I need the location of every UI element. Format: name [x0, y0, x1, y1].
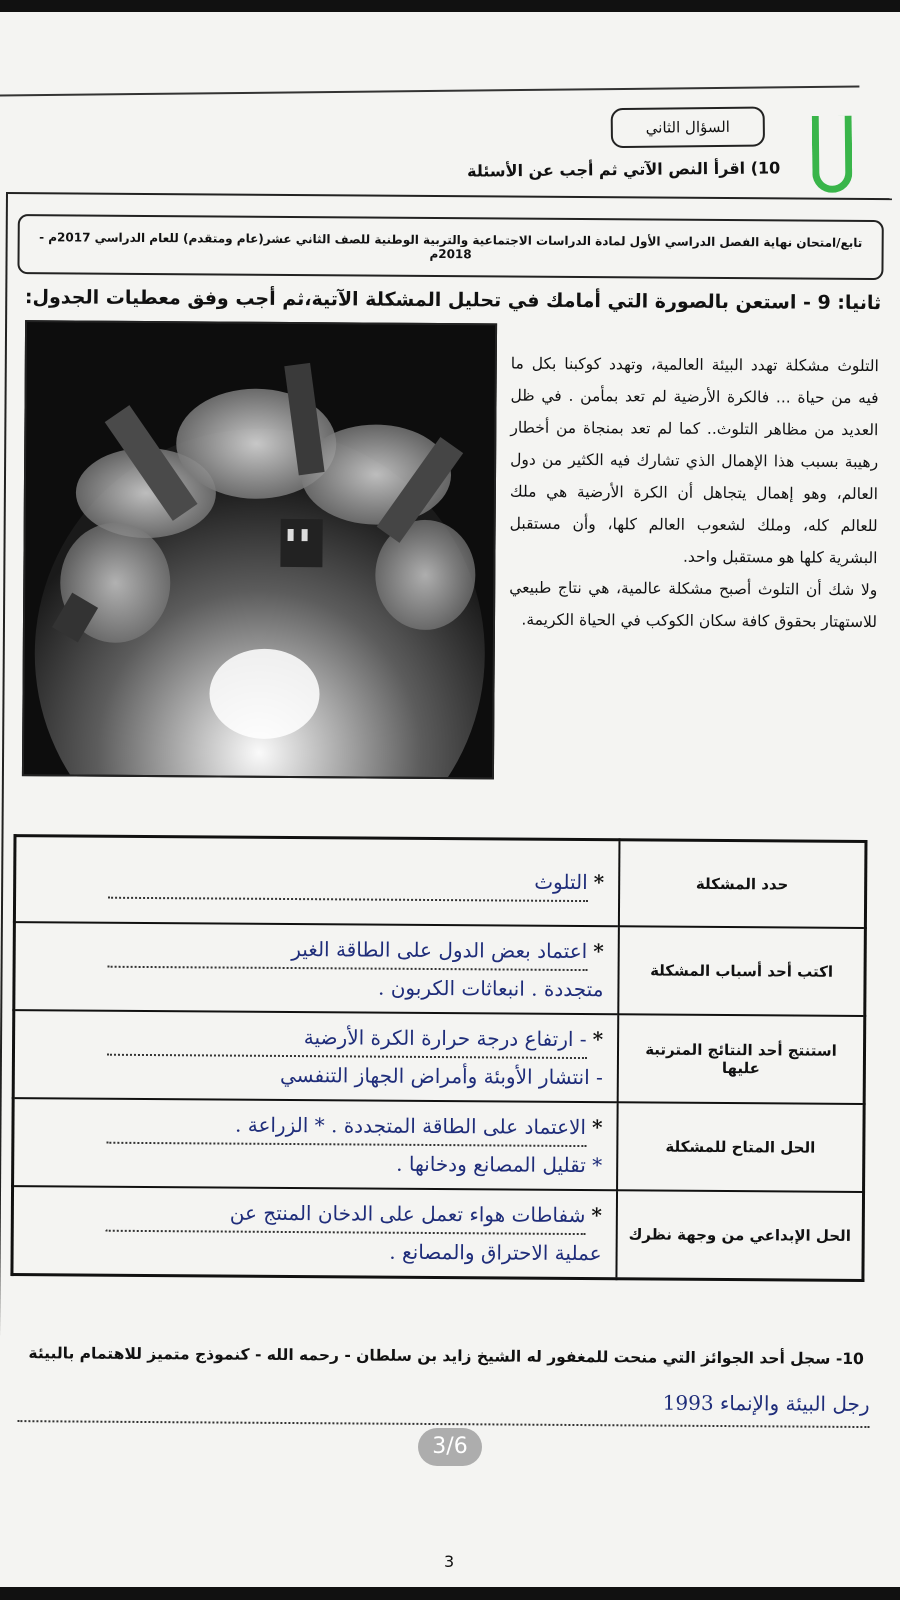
question-two-box: السؤال الثاني: [611, 106, 765, 148]
answer-cell[interactable]: *الاعتماد على الطاقة المتجددة . * الزراعة . * تقليل المصانع ودخانها .: [13, 1098, 618, 1190]
pollution-photo: [22, 320, 497, 779]
question-10-answer-field[interactable]: [17, 1386, 869, 1428]
answer-line: * تقليل المصانع ودخانها .: [396, 1151, 603, 1177]
row-label: استنتج أحد النتائج المترتبة عليها: [618, 1014, 865, 1104]
page-number: 3: [444, 1552, 455, 1571]
main-sheet: [0, 192, 892, 1580]
earth-pollution-image: [24, 322, 495, 777]
exam-page: [0, 12, 900, 1587]
answer-line: شفاطات هواء تعمل على الدخان المنتج عن: [105, 1193, 585, 1234]
pollution-paragraph: [509, 348, 879, 639]
answer-cell[interactable]: *التلوث: [14, 836, 619, 926]
table-row: [13, 1010, 865, 1104]
question-10-answer: رجل البيئة والإنماء 1993: [662, 1390, 870, 1417]
answer-cell[interactable]: *اعتماد بعض الدول على الطاقة الغير متجددة . انبعاثات الكربون .: [14, 922, 619, 1014]
answer-line: - انتشار الأوبئة وأمراض الجهاز التنفسي: [279, 1062, 603, 1089]
answer-line: متجددة . انبعاثات الكربون .: [377, 975, 604, 1001]
page-indicator-badge: 3/6: [418, 1428, 482, 1466]
answer-line: عملية الاحتراق والمصانع .: [389, 1239, 602, 1265]
exam-title: تابع/امتحان نهاية الفصل الدراسي الأول لمادة الدراسات الاجتماعية والتربية الوطنية للصف الثاني عشر(عام ومتقدم) للعام الدراسي 2017م - 2018م: [39, 230, 863, 262]
table-row: [14, 922, 866, 1016]
row-label: الحل المتاح للمشكلة: [617, 1102, 864, 1192]
table-row: [12, 1186, 864, 1280]
previous-question-10: 10) اقرأ النص الآتي ثم أجب عن الأسئلة: [467, 158, 781, 181]
paragraph-two: ولا شك أن التلوث أصبح مشكلة عالمية، هي نتاج طبيعي للاستهتار بحقوق كافة سكان الكوكب في الحياة الكريمة.: [509, 578, 878, 632]
table-row: [13, 1098, 865, 1192]
answer-cell[interactable]: *- ارتفاع درجة حرارة الكرة الأرضية - انتشار الأوبئة وأمراض الجهاز التنفسي: [13, 1010, 618, 1102]
green-mark-icon: [812, 116, 853, 193]
question-9-heading: ثانيا: 9 - استعن بالصورة التي أمامك في تحليل المشكلة الآتية،ثم أجب وفق معطيات الجدول:: [24, 286, 882, 315]
row-label: الحل الإبداعي من وجهة نظرك: [616, 1190, 863, 1280]
problem-analysis-table: [10, 834, 867, 1281]
answer-line: التلوث: [108, 860, 588, 901]
exam-header: [17, 214, 883, 280]
previous-sheet: [0, 86, 861, 207]
row-label: حدد المشكلة: [619, 840, 866, 928]
answer-cell[interactable]: *شفاطات هواء تعمل على الدخان المنتج عن عملية الاحتراق والمصانع .: [12, 1186, 617, 1279]
answer-line: - ارتفاع درجة حرارة الكرة الأرضية: [107, 1017, 587, 1058]
answer-line: اعتماد بعض الدول على الطاقة الغير: [107, 929, 587, 970]
paragraph-one: التلوث مشكلة تهدد البيئة العالمية، وتهدد كوكبنا بكل ما فيه من حياة ... فالكرة الأرضية لم تعد بمأمن . في ظل العديد من مظاهر التلوث.. كما لم تعد بمنجاة من أخطار رهيبة بسبب هذا الإهمال الذي تشارك فيه الكثير من دول العالم، وهو إهمال يتجاهل أن الكرة الأرضية هي ملك للعالم كله، وملك لشعوب العالم كلها، وأن مستقبل البشرية كلها هو مستقبل واحد.: [509, 354, 879, 568]
answer-line: الاعتماد على الطاقة المتجددة . * الزراعة .: [106, 1105, 586, 1146]
row-label: اكتب أحد أسباب المشكلة: [618, 926, 865, 1016]
question-10-text: 10- سجل أحد الجوائز التي منحت للمغفور له الشيخ زايد بن سلطان - رحمه الله - كنموذج متميز للاهتمام بالبيئة: [28, 1344, 864, 1369]
table-row: [14, 836, 866, 928]
